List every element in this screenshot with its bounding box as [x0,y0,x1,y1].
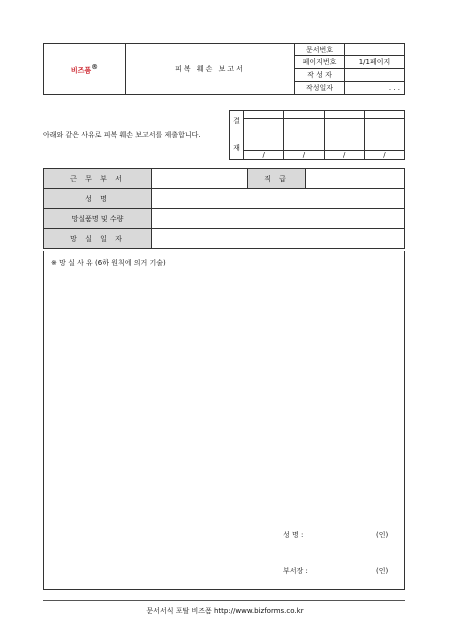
reason-box[interactable] [43,251,405,590]
department-label: 근 무 부 서 [44,169,152,189]
approval-date-4[interactable]: / [364,151,404,160]
document-title: 피복 훼손 보고서 [126,44,295,95]
document-header [43,43,405,95]
approval-label-top: 결 [233,117,240,126]
footer-text: 문서서식 포탈 비즈폼 http://www.bizforms.co.kr [146,607,304,615]
meta-label-author: 작 성 자 [295,69,345,82]
rank-field[interactable] [306,169,405,189]
date-label: 망 실 일 자 [44,229,152,249]
meta-value-author[interactable] [345,69,405,82]
approval-role-1[interactable] [244,111,284,119]
meta-label-page-number: 페이지번호 [295,56,345,69]
approval-sign-4[interactable] [364,119,404,151]
approval-block [229,110,405,160]
signature-manager-seal[interactable]: (인) [376,567,389,575]
footer-divider [43,600,405,601]
meta-value-doc-number[interactable] [345,44,405,56]
reason-label: ※ 망 실 사 유 (6하 원칙에 의거 기술) [51,259,166,267]
rank-label: 직 급 [248,169,306,189]
signature-name-label: 성 명 : [283,531,304,539]
approval-role-4[interactable] [364,111,404,119]
signature-manager-label: 부서장 : [283,567,308,575]
signature-name-seal[interactable]: (인) [376,531,389,539]
approval-sign-1[interactable] [244,119,284,151]
approval-label-bottom: 재 [233,143,240,152]
report-form [43,168,405,249]
approval-date-2[interactable]: / [284,151,324,160]
intro-text: 아래와 같은 사유로 피복 훼손 보고서를 제출합니다. [43,131,201,139]
meta-label-date: 작성일자 [295,82,345,95]
logo-text: 비즈폼 [70,66,92,75]
name-field[interactable] [152,189,405,209]
item-field[interactable] [152,209,405,229]
approval-label [230,111,244,160]
approval-sign-3[interactable] [324,119,364,151]
approval-role-2[interactable] [284,111,324,119]
meta-value-page-number: 1/1페이지 [345,56,405,69]
logo-mark: ® [91,62,99,71]
date-field[interactable] [152,229,405,249]
brand-logo [44,44,126,95]
item-label: 망실품명 및 수량 [44,209,152,229]
approval-sign-2[interactable] [284,119,324,151]
name-label: 성 명 [44,189,152,209]
meta-label-doc-number: 문서번호 [295,44,345,56]
meta-value-date[interactable]: . . . [345,82,405,95]
approval-date-3[interactable]: / [324,151,364,160]
approval-role-3[interactable] [324,111,364,119]
department-field[interactable] [152,169,248,189]
approval-date-1[interactable]: / [244,151,284,160]
